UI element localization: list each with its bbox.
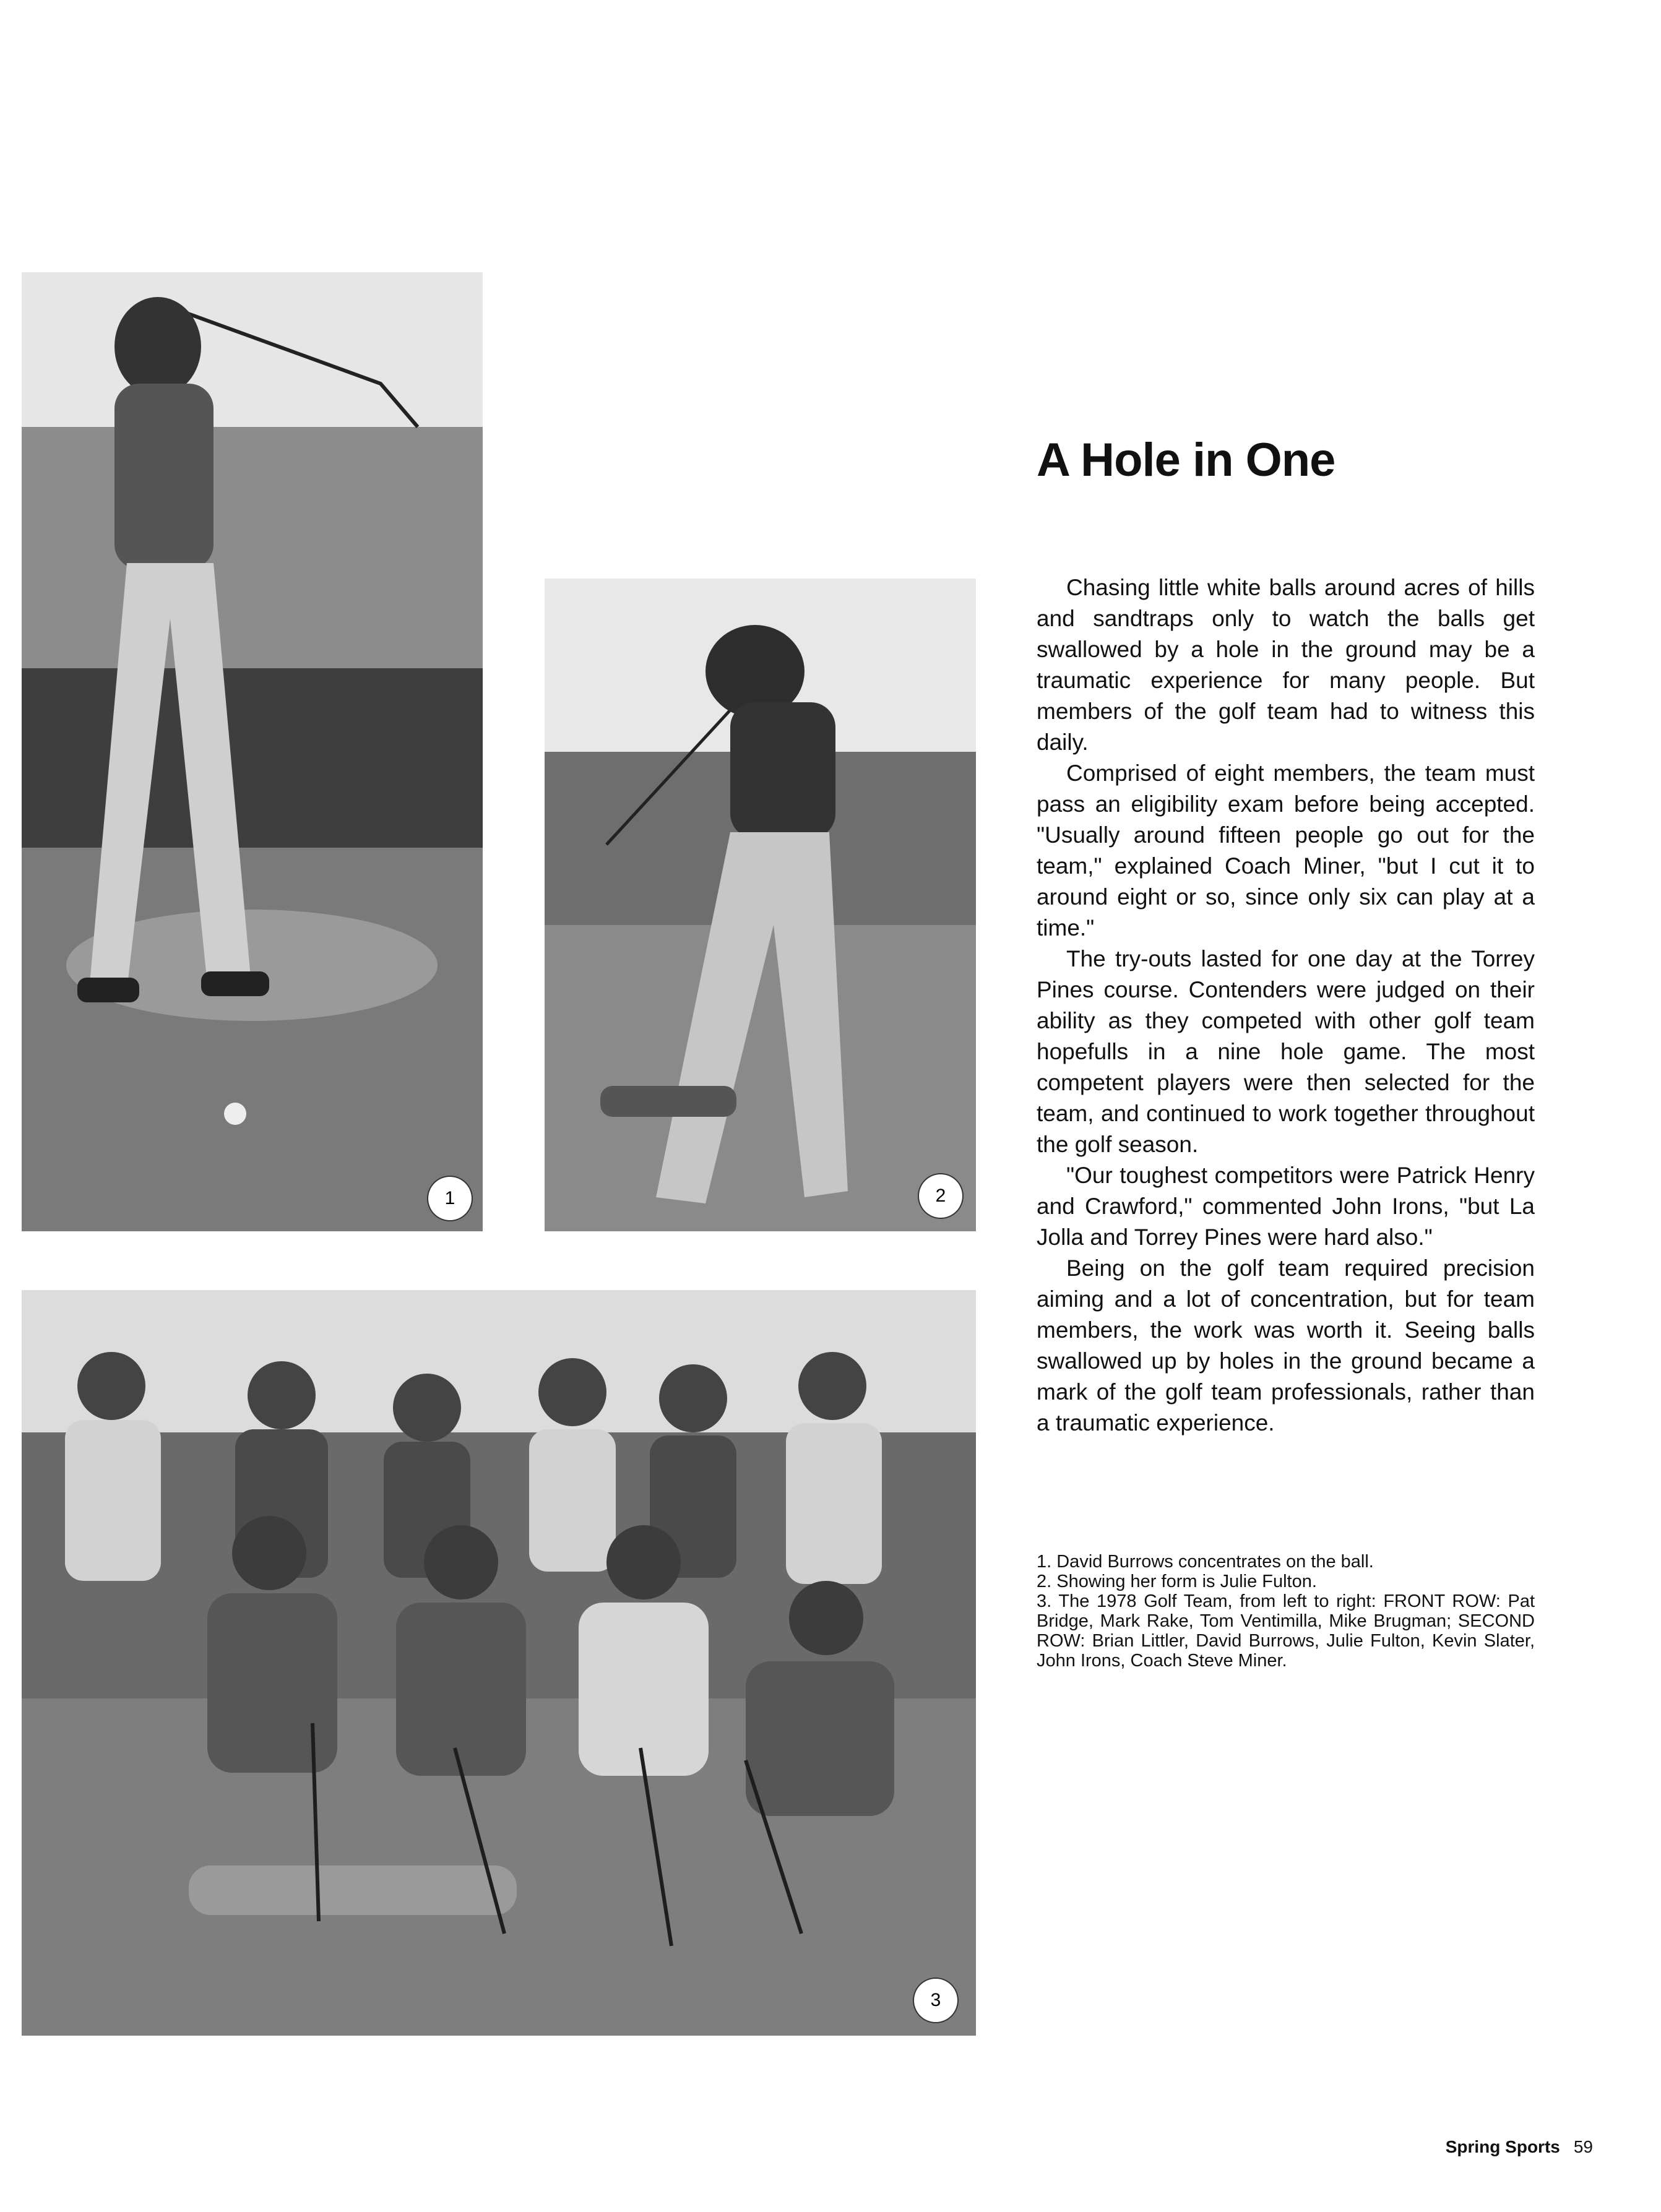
article-paragraph: Chasing little white balls around acres of hills and sandtraps only to watch the balls get swallowed by a hole in the ground may be a traumatic experience for many people. But members of the golf team had to witness this daily. bbox=[1037, 575, 1535, 755]
photo-david-burrows bbox=[22, 272, 483, 1231]
page-number: 59 bbox=[1573, 2137, 1593, 2156]
photo-julie-fulton bbox=[545, 579, 976, 1231]
photo-golf-team bbox=[22, 1290, 976, 2036]
photo-number-badge: 3 bbox=[914, 1979, 957, 2022]
photo-2-illustration bbox=[545, 579, 976, 1231]
article-paragraph: Being on the golf team required precision aiming and a lot of concentration, but for team members, the work was worth it. Seeing balls swallowed up by holes in the ground became a mark of the golf team professionals, rather than a traumatic experience. bbox=[1037, 1255, 1535, 1435]
caption-3: 3. The 1978 Golf Team, from left to right: FRONT ROW: Pat Bridge, Mark Rake, Tom Ventimilla, Mike Brugman; SECOND ROW: Brian Littler, David Burrows, Julie Fulton, Kevin Slater, John Irons, Coach Steve Miner. bbox=[1037, 1591, 1535, 1671]
section-title: Spring Sports bbox=[1445, 2137, 1560, 2156]
photo-number-badge: 1 bbox=[428, 1177, 472, 1220]
photo-3-illustration bbox=[22, 1290, 976, 2036]
article-body bbox=[1037, 572, 1535, 1439]
article-paragraph: "Our toughest competitors were Patrick Henry and Crawford," commented John Irons, "but La Jolla and Torrey Pines were hard also." bbox=[1037, 1163, 1535, 1250]
caption-2: 2. Showing her form is Julie Fulton. bbox=[1037, 1572, 1317, 1591]
photo-1-illustration bbox=[22, 272, 483, 1231]
article-paragraph: Comprised of eight members, the team must pass an eligibility exam before being accepted. "Usually around fifteen people go out for the team," explained Coach Miner, "but I cut it to around eight or so, since only six can play at a time." bbox=[1037, 760, 1535, 940]
article-headline: A Hole in One bbox=[1037, 434, 1335, 486]
photo-captions bbox=[1037, 1552, 1535, 1671]
page-footer bbox=[1446, 2137, 1593, 2157]
caption-1: 1. David Burrows concentrates on the ball. bbox=[1037, 1552, 1374, 1572]
photo-number-badge: 2 bbox=[919, 1174, 962, 1218]
article-paragraph: The try-outs lasted for one day at the Torrey Pines course. Contenders were judged on their ability as they competed with other golf team hopefulls in a nine hole game. The most competent players were then selected for the team, and continued to work together throughout the golf season. bbox=[1037, 946, 1535, 1157]
